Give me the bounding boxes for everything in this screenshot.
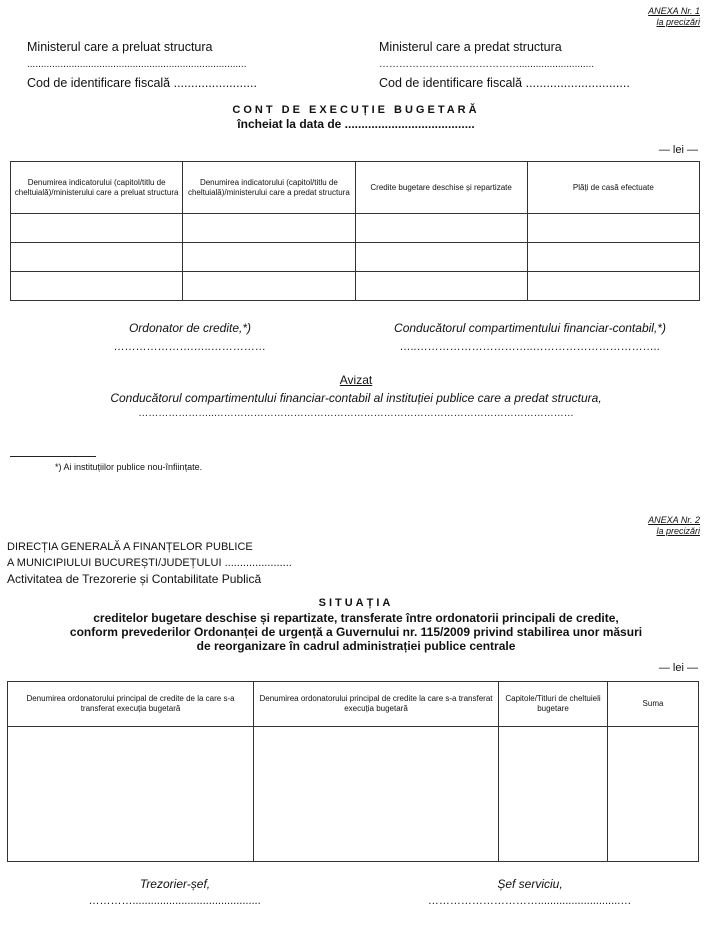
table-cell	[183, 214, 355, 243]
org-line-3: Activitatea de Trezorerie și Contabilitate Publică	[7, 572, 262, 586]
table-cell	[183, 272, 355, 301]
table-cell	[527, 214, 699, 243]
table-row	[8, 727, 699, 862]
annex2-title: SITUAȚIA	[318, 597, 394, 609]
table-cell	[183, 243, 355, 272]
left-ministry-label: Ministerul care a preluat structura	[27, 40, 213, 54]
org-line-2: A MUNICIPIULUI BUCUREȘTI/JUDEȚULUI ......................	[7, 557, 292, 569]
col-header-2: Denumirea indicatorului (capitol/titlu de cheltuială)/ministerului care a predat structura	[183, 162, 355, 214]
table-row	[11, 214, 700, 243]
avizat-dots: …………………..………………………………………………………………………………………………	[138, 408, 574, 419]
table-cell	[11, 272, 183, 301]
col-header-1: Denumirea ordonatorului principal de credite de la care s-a transferat execuția bugetară	[8, 682, 254, 727]
right-cif: Cod de identificare fiscală ..............................	[379, 76, 630, 90]
annex1-unit: — lei —	[658, 144, 698, 156]
table-cell	[254, 727, 499, 862]
ordonator-label: Ordonator de credite,*)	[128, 321, 252, 335]
table-cell	[11, 214, 183, 243]
table-cell	[355, 243, 527, 272]
table-cell	[608, 727, 699, 862]
col-header-1: Denumirea indicatorului (capitol/titlu de cheltuială)/ministerului care a preluat structura	[11, 162, 183, 214]
col-header-4: Plăți de casă efectuate	[527, 162, 699, 214]
left-ministry-dots: ...............................................................................	[27, 59, 247, 70]
table-cell	[527, 243, 699, 272]
annex2-unit: — lei —	[658, 662, 698, 674]
table-header-row	[11, 162, 700, 214]
footnote: *) Ai instituțiilor publice nou-înființate.	[55, 462, 203, 472]
trezorier-label: Trezorier-șef,	[139, 877, 211, 891]
sef-serviciu-signature	[420, 877, 640, 907]
annex1-subtitle: încheiat la data de .......................................	[237, 117, 475, 131]
table-row	[11, 243, 700, 272]
trezorier-dots: …………..........................................	[88, 895, 262, 907]
annex1-table	[10, 161, 700, 301]
table-header-row	[8, 682, 699, 727]
col-header-3: Credite bugetare deschise și repartizate	[355, 162, 527, 214]
col-header-4: Suma	[608, 682, 699, 727]
table-row	[11, 272, 700, 301]
ordonator-signature	[80, 321, 300, 353]
table-cell	[8, 727, 254, 862]
annex1-label: ANEXA Nr. 1	[648, 6, 700, 16]
footnote-rule	[10, 456, 96, 457]
annex2-table	[7, 681, 699, 862]
conducator-dots: …..…………………………..……………………………..	[399, 341, 661, 353]
annex2-label: ANEXA Nr. 2	[648, 515, 700, 525]
annex2-subtitle-1: creditelor bugetare deschise și repartizate, transferate între ordonatorii principali de credite,	[93, 611, 619, 625]
ordonator-dots: ………………….…..……………	[113, 341, 267, 353]
annex1-title-block	[0, 104, 712, 131]
conducator-label: Conducătorul compartimentului financiar-contabil,*)	[394, 321, 666, 335]
annex1-left-header	[27, 38, 357, 92]
right-ministry-label: Ministerul care a predat structura	[379, 40, 562, 54]
annex2-subtitle-2: conform prevederilor Ordonanței de urgență a Guvernului nr. 115/2009 privind stabilirea unor măsuri	[69, 625, 643, 639]
right-ministry-dots: ……………………………………...........................	[379, 59, 595, 70]
avizat-text: Conducătorul compartimentului financiar-contabil al instituției publice care a predat structura,	[110, 391, 602, 405]
annex1-sublabel: la precizări	[656, 17, 700, 27]
table-cell	[11, 243, 183, 272]
trezorier-signature	[70, 877, 280, 907]
org-line-1: DIRECȚIA GENERALĂ A FINANȚELOR PUBLICE	[7, 541, 253, 553]
annex1-label-block	[648, 6, 700, 28]
table-cell	[499, 727, 608, 862]
annex2-org-block	[7, 539, 292, 587]
col-header-3: Capitole/Titluri de cheltuieli bugetare	[499, 682, 608, 727]
table-cell	[355, 272, 527, 301]
annex2-sublabel: la precizări	[656, 526, 700, 536]
annex1-right-header	[379, 38, 699, 92]
annex2-title-block	[0, 597, 712, 653]
annex2-label-block	[648, 515, 700, 537]
annex2-subtitle-3: de reorganizare în cadrul administrației publice centrale	[196, 639, 516, 653]
left-cif: Cod de identificare fiscală ........................	[27, 76, 257, 90]
avizat-heading: Avizat	[339, 373, 373, 387]
avizat-block	[0, 373, 712, 419]
col-header-2: Denumirea ordonatorului principal de credite la care s-a transferat execuția bugetară	[254, 682, 499, 727]
sef-serviciu-label: Șef serviciu,	[497, 877, 563, 891]
conducator-signature	[380, 321, 680, 353]
sef-serviciu-dots: …………………………...........................…	[428, 895, 632, 907]
table-cell	[355, 214, 527, 243]
table-cell	[527, 272, 699, 301]
annex1-title: CONT DE EXECUȚIE BUGETARĂ	[232, 104, 480, 116]
